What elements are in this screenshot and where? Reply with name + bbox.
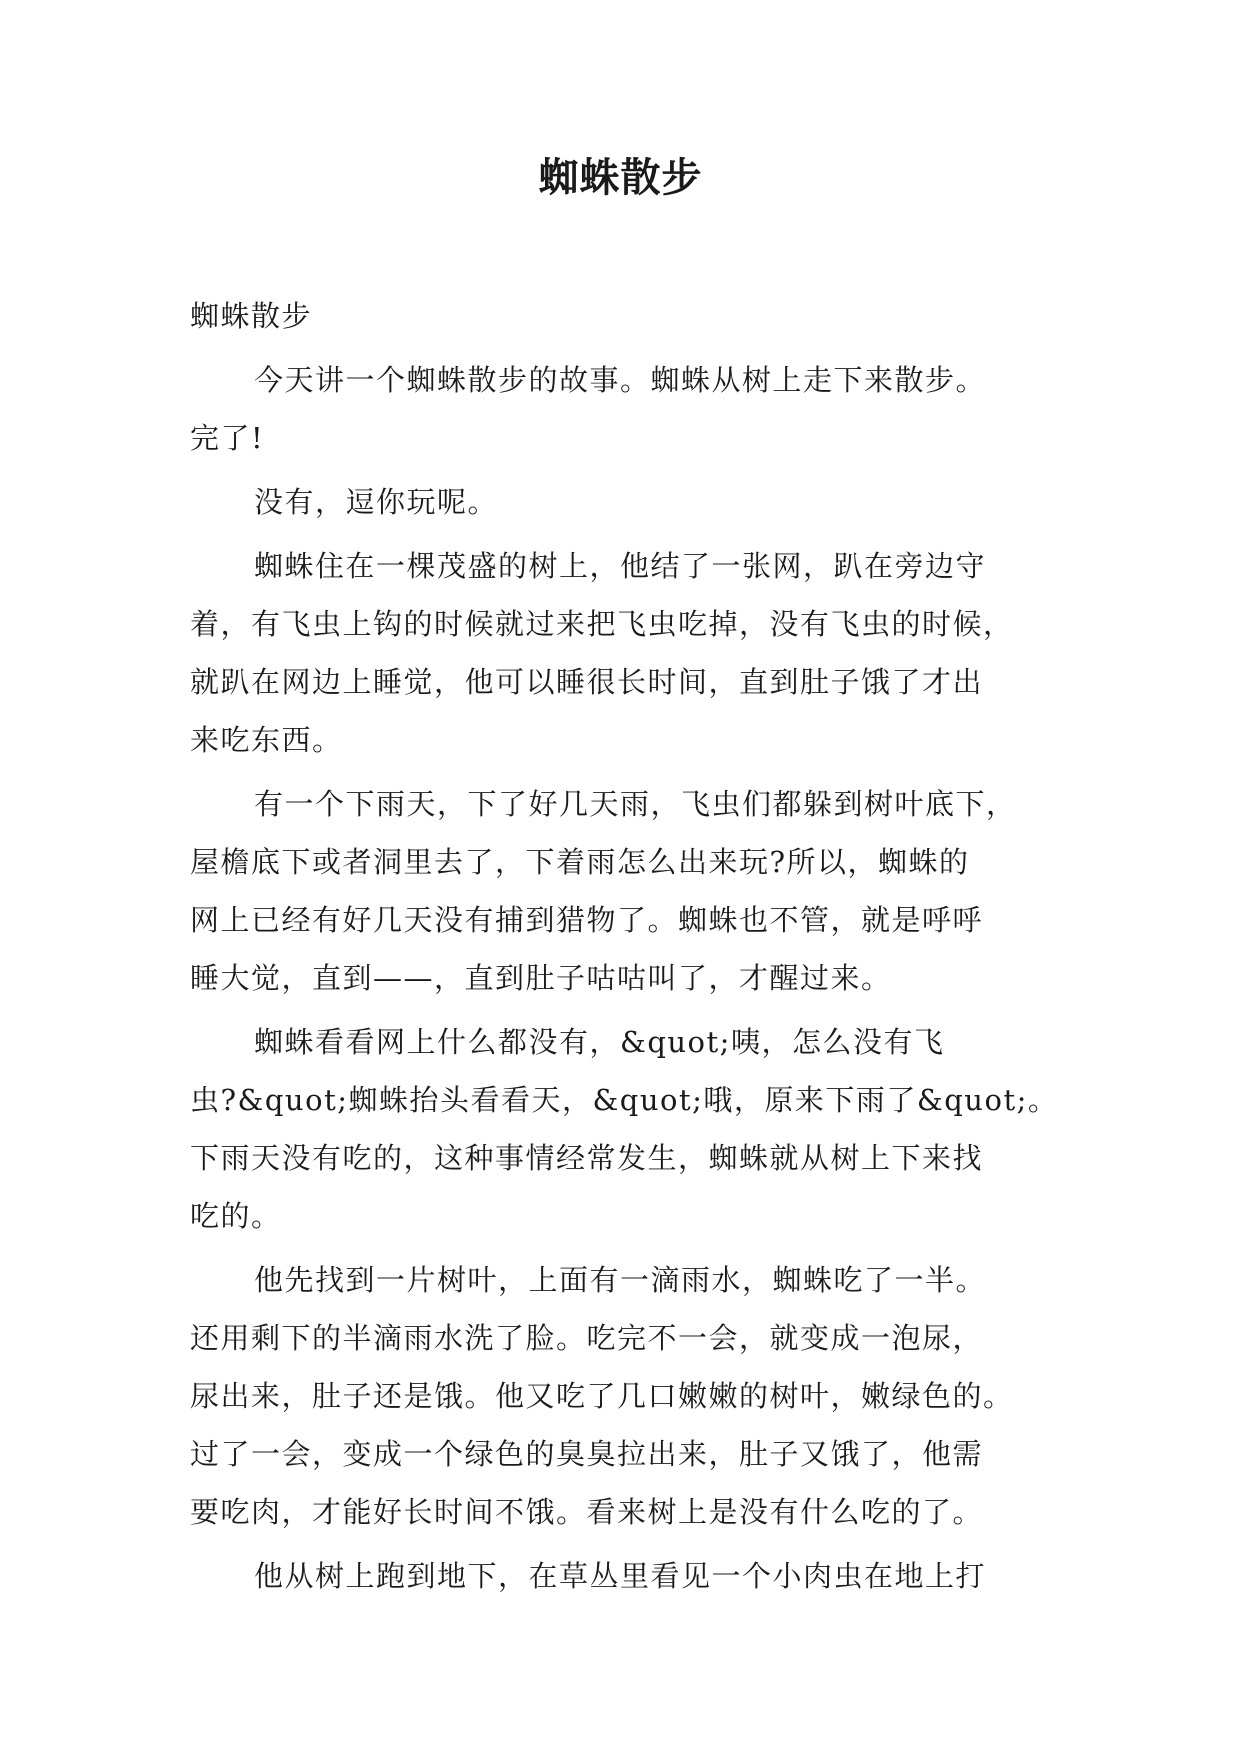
paragraph-3-line-2: 着，有飞虫上钩的时候就过来把飞虫吃掉，没有飞虫的时候， xyxy=(190,607,1014,641)
paragraph-1-line-2: 完了! xyxy=(190,421,265,455)
paragraph-3-line-3: 就趴在网边上睡觉，他可以睡很长时间，直到肚子饿了才出 xyxy=(190,665,984,699)
paragraph-6-line-3: 尿出来，肚子还是饿。他又吃了几口嫩嫩的树叶，嫩绿色的。 xyxy=(190,1379,1014,1413)
paragraph-2-line-1: 没有，逗你玩呢。 xyxy=(254,485,499,519)
paragraph-5-line-2: 虫?&quot;蜘蛛抬头看看天，&quot;哦，原来下雨了&quot;。 xyxy=(190,1083,1059,1117)
paragraph-3-line-4: 来吃东西。 xyxy=(190,723,343,757)
document-body xyxy=(190,287,1070,1605)
paragraph-4-line-2: 屋檐底下或者洞里去了，下着雨怎么出来玩?所以，蜘蛛的 xyxy=(190,845,970,879)
paragraph-7-line-1: 他从树上跑到地下，在草丛里看见一个小肉虫在地上打 xyxy=(254,1559,987,1593)
paragraph-5-line-4: 吃的。 xyxy=(190,1199,282,1233)
paragraph-4-line-1: 有一个下雨天，下了好几天雨，飞虫们都躲到树叶底下， xyxy=(254,787,1017,821)
paragraph-1-line-1: 今天讲一个蜘蛛散步的故事。蜘蛛从树上走下来散步。 xyxy=(254,363,987,397)
paragraph-6-line-4: 过了一会，变成一个绿色的臭臭拉出来，肚子又饿了，他需 xyxy=(190,1437,984,1471)
paragraph-5-line-3: 下雨天没有吃的，这种事情经常发生，蜘蛛就从树上下来找 xyxy=(190,1141,984,1175)
section-heading: 蜘蛛散步 xyxy=(190,299,313,333)
paragraph-5-line-1: 蜘蛛看看网上什么都没有，&quot;咦，怎么没有飞 xyxy=(254,1025,945,1059)
paragraph-3-line-1: 蜘蛛住在一棵茂盛的树上，他结了一张网，趴在旁边守 xyxy=(254,549,987,583)
paragraph-6-line-2: 还用剩下的半滴雨水洗了脸。吃完不一会，就变成一泡尿， xyxy=(190,1321,984,1355)
paragraph-4-line-4: 睡大觉，直到——，直到肚子咕咕叫了，才醒过来。 xyxy=(190,961,892,995)
paragraph-6-line-5: 要吃肉，才能好长时间不饿。看来树上是没有什么吃的了。 xyxy=(190,1495,984,1529)
paragraph-6-line-1: 他先找到一片树叶，上面有一滴雨水，蜘蛛吃了一半。 xyxy=(254,1263,987,1297)
page-title: 蜘蛛散步 xyxy=(538,155,703,201)
paragraph-4-line-3: 网上已经有好几天没有捕到猎物了。蜘蛛也不管，就是呼呼 xyxy=(190,903,984,937)
